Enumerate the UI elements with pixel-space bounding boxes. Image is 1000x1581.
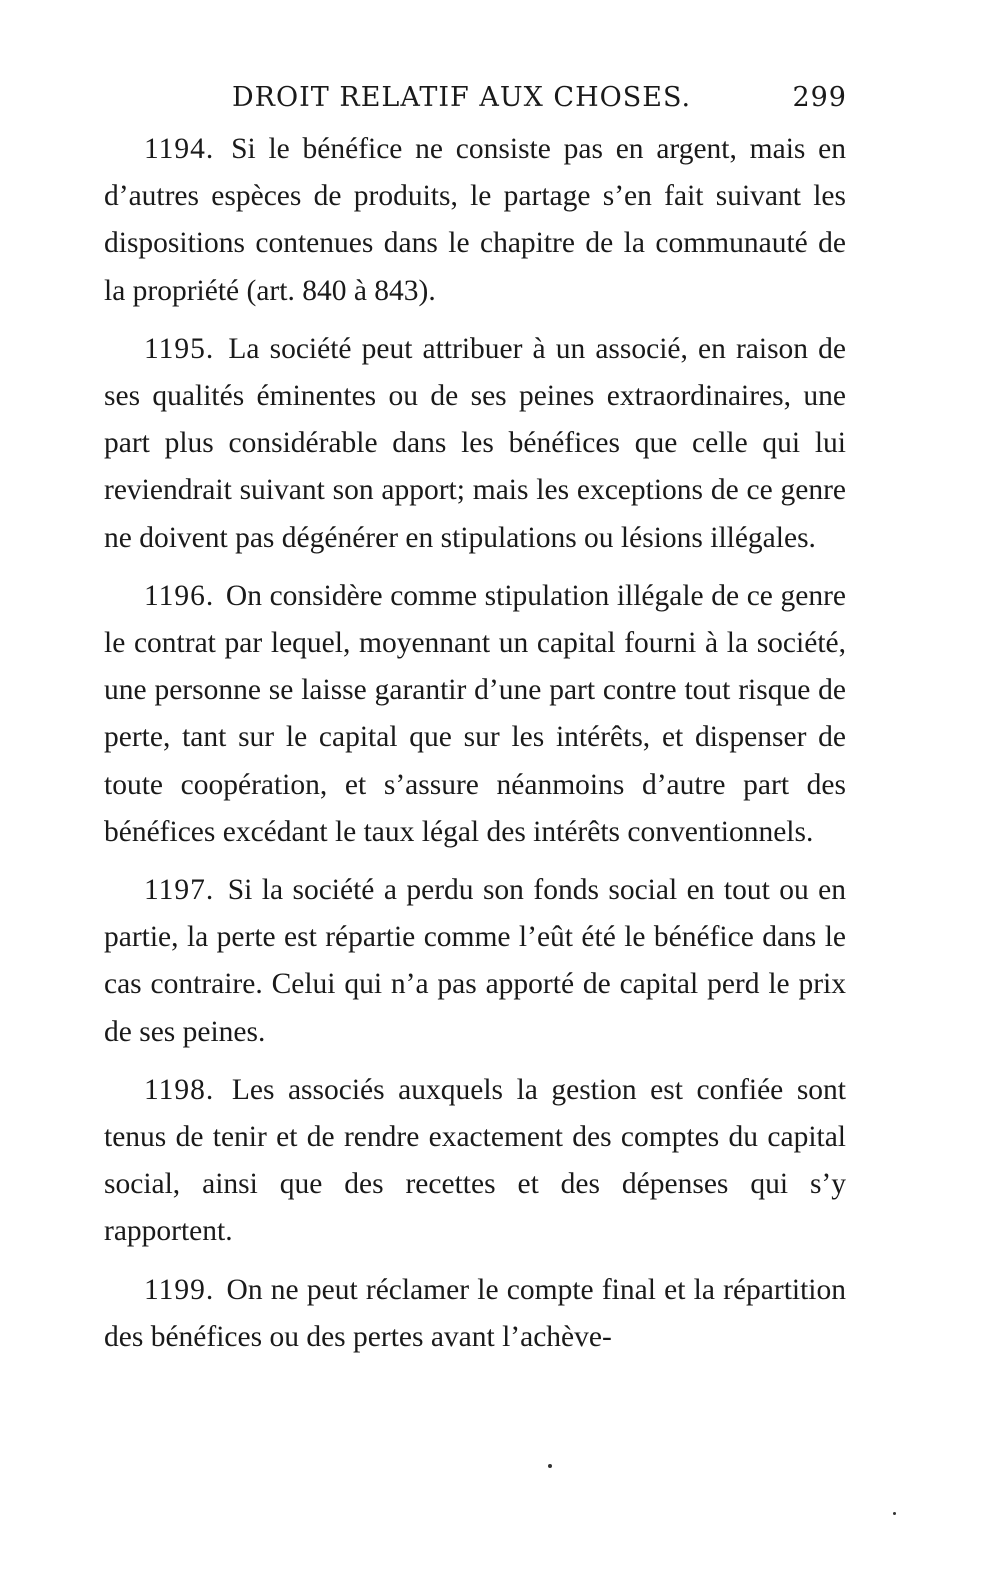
article-1199: [104, 1267, 846, 1361]
article-text: On considère comme stipulation illégale de ce genre le contrat par lequel, moyennant un capital fourni à la société, une personne se laisse garantir d’une part contre tout risque de perte, tant sur le capital que sur les intérêts, et dispenser de toute coopération, et s’assure néanmoins d’autre part des bénéfices excédant le taux légal des intérêts conventionnels.: [104, 579, 847, 848]
article-1194: [104, 126, 846, 315]
article-number: 1196.: [144, 579, 215, 612]
ink-speck: [548, 1464, 552, 1468]
article-1198: [104, 1067, 846, 1256]
running-head: [232, 82, 847, 122]
article-number: 1198.: [144, 1073, 215, 1106]
page-number: 299: [792, 82, 847, 113]
article-number: 1199.: [144, 1273, 215, 1306]
article-1195: [104, 326, 846, 562]
ink-speck: [893, 1512, 896, 1515]
article-1196: [104, 573, 846, 856]
article-number: 1197.: [144, 874, 215, 907]
article-text: Si le bénéfice ne consiste pas en argent, mais en d’autres espèces de produits, le partage s’en fait suivant les dispositions contenues dans le chapitre de la communauté de la propriété (art. 840 à 843).: [104, 133, 846, 307]
article-1197: [104, 867, 846, 1056]
body-text: [104, 126, 846, 1372]
article-text: On ne peut réclamer le compte final et la répartition des bénéfices ou des pertes avant l’achève-: [104, 1273, 847, 1353]
running-head-title: DROIT RELATIF AUX CHOSES.: [232, 82, 692, 113]
article-text: Si la société a perdu son fonds social en tout ou en partie, la perte est répartie comme l’eût été le bénéfice dans le cas contraire. Celui qui n’a pas apporté de capital perd le prix de ses peines.: [104, 874, 846, 1048]
article-text: La société peut attribuer à un associé, en raison de ses qualités éminentes ou de ses peines extraordinaires, une part plus considérable dans les bénéfices que celle qui lui reviendrait suivant son apport; mais les exceptions de ce genre ne doivent pas dégénérer en stipulations ou lésions illégales.: [104, 332, 846, 554]
article-number: 1195.: [144, 332, 215, 365]
article-number: 1194.: [144, 133, 215, 165]
article-text: Les associés auxquels la gestion est confiée sont tenus de tenir et de rendre exactement des comptes du capital social, ainsi que des recettes et des dépenses qui s’y rapportent.: [104, 1073, 846, 1248]
